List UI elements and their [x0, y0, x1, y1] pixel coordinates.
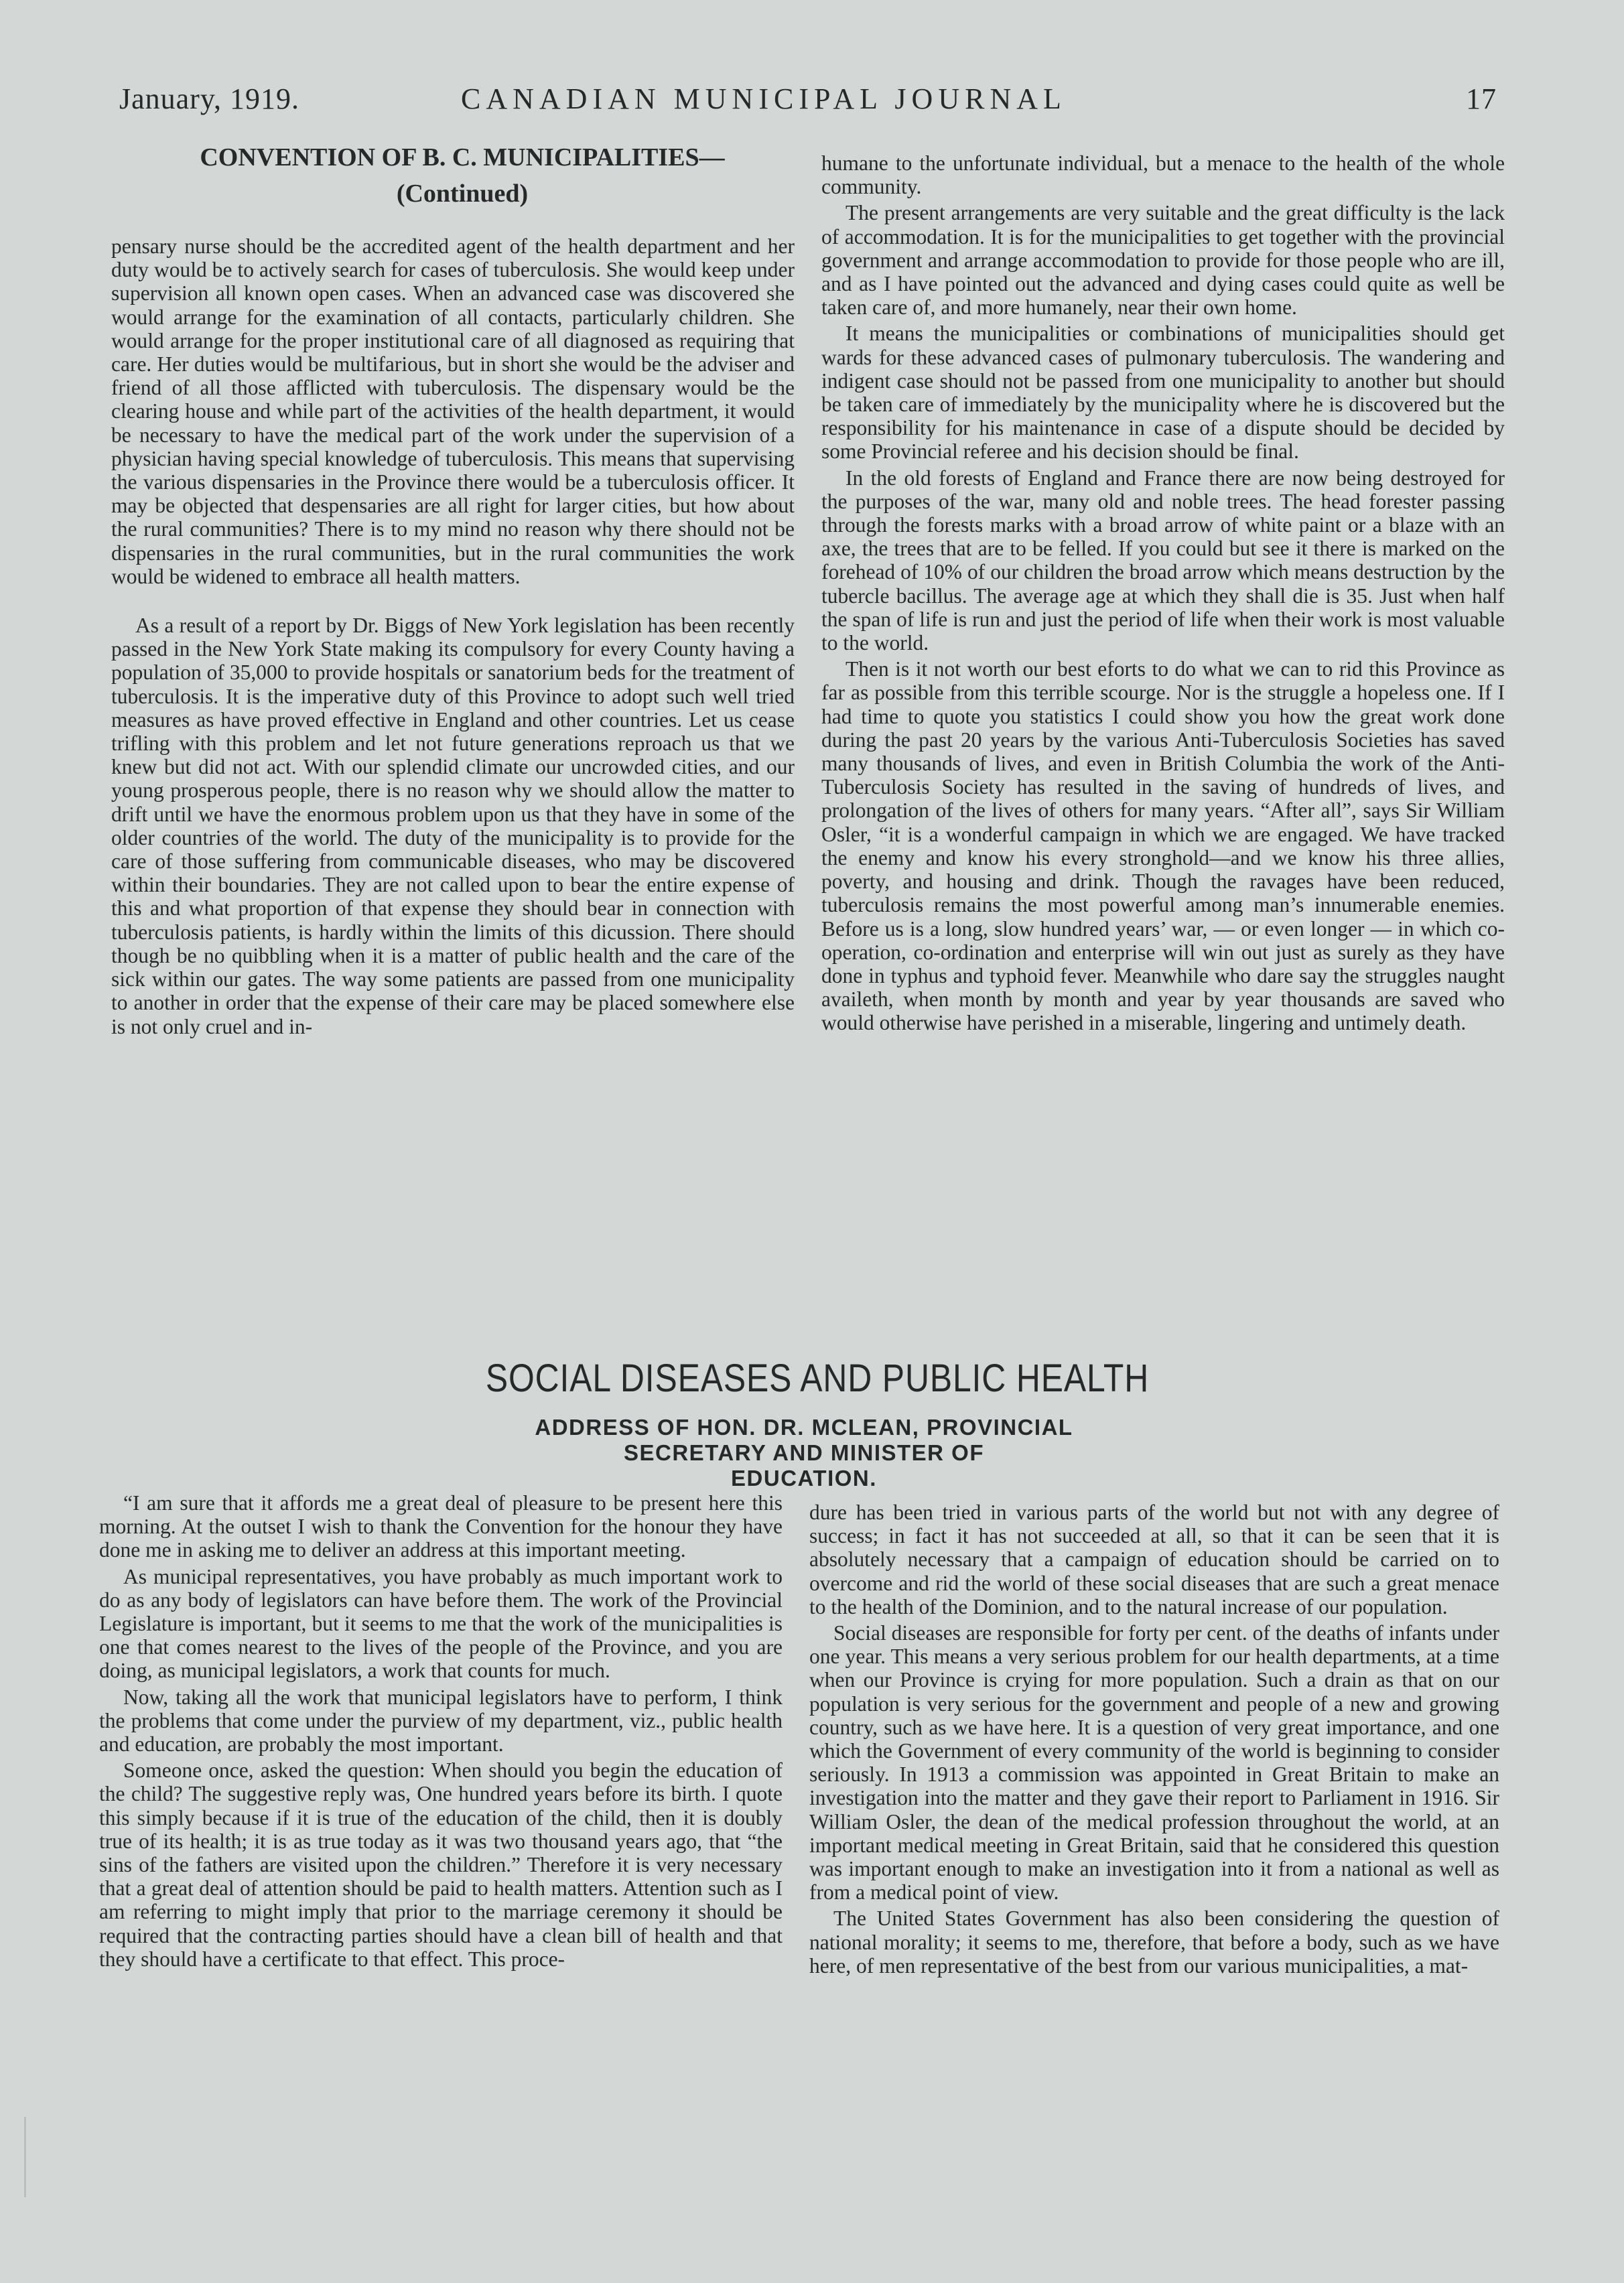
article2-column-1 [99, 1491, 783, 1971]
article1-column-2 [821, 151, 1505, 1035]
paragraph: Then is it not worth our best eforts to do what we can to rid this Province as far as possible from this terrible scourge. Nor is the struggle a hopeless one. If I had time to quote you statistics I could show you how the great work done during the past 20 years by the various Anti-Tuberculosis Societies has saved many thousands of lives, and even in British Columbia the work of the Anti-Tuberculosis Society has resulted in the saving of hundreds of lives, and prolongation of the lives of others for many years. “After all”, says Sir William Osler, “it is a wonderful campaign in which we are engaged. We have tracked the enemy and know his every stronghold—and we know his three allies, poverty, and housing and drink. Though the ravages have been reduced, tuberculosis remains the most powerful among man’s innumerable enemies. Before us is a long, slow hundred years’ war, — or even longer — in which co-operation, co-ordination and enterprise will win out just as surely as they have done in typhus and typhoid fever. Meanwhile who dare say the struggles naught availeth, when month by month and year by year thousands are saved who would otherwise have perished in a miserable, lingering and untimely death. [821, 657, 1505, 1035]
header-date: January, 1919. [119, 82, 299, 115]
article1-title: CONVENTION OF B. C. MUNICIPALITIES— [200, 143, 725, 171]
paragraph: pensary nurse should be the accredited agent of the health department and her duty would be to actively search for cases of tuberculosis. She would keep under supervision all known open cases. When an advanced case was discovered she would arrange for the examination of all contacts, particularly children. She would arrange for the proper institutional care of all diagnosed as requiring that care. Her duties would be multifarious, but in short she would be the adviser and friend of all those afflicted with tuberculosis. The dispensary would be the clearing house and while part of the activities of the health department, it would be necessary to have the medical part of the work under the supervision of a physician having special knowledge of tuberculosis. This means that supervising the various dispensaries in the Province there would be a tuberculosis officer. It may be objected that despensaries are all right for larger cities, but how about the rural communities? There is to my mind no reason why there should not be dispensaries in the rural communities, but in the rural communities the work would be widened to embrace all health matters. [111, 234, 795, 588]
paragraph: As municipal representatives, you have probably as much important work to do as any body of legislators can have before them. The work of the Provincial Legislature is important, but it seems to me that the work of the municipalities is one that comes nearest to the lives of the people of the Province, and you are doing, as municipal legislators, a work that counts for much. [99, 1564, 783, 1683]
paragraph: Now, taking all the work that municipal legislators have to perform, I think the problems that come under the purview of my department, viz., public health and education, are probably the most important. [99, 1685, 783, 1756]
header-journal-title: CANADIAN MUNICIPAL JOURNAL [461, 82, 1067, 115]
paragraph: In the old forests of England and France there are now being destroyed for the purposes of the war, many old and noble trees. The head forester passing through the forests marks with a broad arrow of white paint or a blaze with an axe, the trees that are to be felled. If you could but see it there is marked on the forehead of 10% of our children the broad arrow which means destruction by the tubercle bacillus. The average age at which they shall die is 35. Just when half the span of life is run and just the period of life when their work is most valuable to the world. [821, 466, 1505, 655]
paragraph: dure has been tried in various parts of the world but not with any degree of success; in fact it has not succeeded at all, so that it can be seen that it is absolutely necessary that a campaign of education should be carried on to overcome and rid the world of these social diseases that are such a great menace to the health of the Dominion, and to the natural increase of our population. [809, 1501, 1499, 1618]
article1-title-block [141, 139, 784, 212]
paragraph: The United States Government has also been considering the question of national morality; it seems to me, therefore, that before a body, such as we have here, of men representative of the best from our various municipalities, a mat- [809, 1907, 1499, 1978]
subtitle-line: EDUCATION. [731, 1466, 877, 1491]
article2-column-2 [809, 1501, 1499, 1978]
article1-continued: (Continued) [396, 180, 529, 208]
paragraph: Someone once, asked the question: When should you begin the education of the child? The suggestive reply was, One hundred years before its birth. I quote this simply because if it is true of the education of the child, then it is doubly true of its health; it is as true today as it was two thousand years ago, that “the sins of the fathers are visited upon the children.” Therefore it is very necessary that a great deal of attention should be paid to health matters. Attention such as I am referring to might imply that prior to the marriage ceremony it should be required that the contracting parties should have a clean bill of health and that they should have a certificate to that effect. This proce- [99, 1758, 783, 1971]
article1-column-1 [111, 234, 795, 1038]
article2-subtitle [469, 1415, 1139, 1491]
subtitle-line: SECRETARY AND MINISTER OF [623, 1440, 985, 1465]
paragraph: Social diseases are responsible for forty per cent. of the deaths of infants under one year. This means a very serious problem for our health departments, at a time when our Province is crying for more population. Such a drain as that on our population is very serious for the government and people of a new and growing country, such as we have here. It is a question of very great importance, and one which the Government of every community of the world is beginning to consider seriously. In 1913 a commission was appointed in Great Britain to make an investigation into the matter and they gave their report to Parliament in 1916. Sir William Osler, the dean of the medical profession throughout the world, at an important medical meeting in Great Britain, said that he considered this question was important enough to make an investigation into it from a national as well as from a medical point of view. [809, 1621, 1499, 1905]
paragraph: humane to the unfortunate individual, but a menace to the health of the whole community. [821, 151, 1505, 199]
paragraph: As a result of a report by Dr. Biggs of New York legislation has been recently passed in the New York State making its compulsory for every County having a population of 35,000 to provide hospitals or sanatorium beds for the treatment of tuberculosis. It is the imperative duty of this Province to adopt such well tried measures as have proved effective in England and other countries. Let us cease trifling with this problem and let not future generations reproach us that we knew but did not act. With our splendid climate our uncrowded cities, and our young prosperous people, there is no reason why we should allow the matter to drift until we have the enormous problem upon us that they have in some of the older countries of the world. The duty of the municipality is to provide for the care of those suffering from communicable diseases, who may be discovered within their boundaries. They are not called upon to bear the entire expense of this and what proportion of that expense they should bear in connection with tuberculosis patients, is hardly within the limits of this dicussion. There should though be no quibbling when it is a matter of public health and the care of the sick within our gates. The way some patients are passed from one municipality to another in order that the expense of their care may be placed somewhere else is not only cruel and in- [111, 614, 795, 1038]
page-margin-mark [24, 2117, 26, 2197]
subtitle-line: ADDRESS OF HON. DR. MCLEAN, PROVINCIAL [535, 1415, 1073, 1440]
paragraph: “I am sure that it affords me a great deal of pleasure to be present here this morning. At the outset I wish to thank the Convention for the honour they have done me in asking me to deliver an address at this important meeting. [99, 1491, 783, 1562]
paragraph: It means the municipalities or combinations of municipalities should get wards for these advanced cases of pulmonary tuberculosis. The wandering and indigent case should not be passed from one municipality to another but should be taken care of immediately by the municipality where he is discovered but the responsibility for his maintenance in case of a dispute should be decided by some Provincial referee and his decision should be final. [821, 322, 1505, 464]
article2-title: SOCIAL DISEASES AND PUBLIC HEALTH [485, 1357, 1150, 1400]
paragraph: The present arrangements are very suitable and the great difficulty is the lack of accommodation. It is for the municipalities to get together with the provincial government and arrange accommodation to provide for those people who are ill, and as I have pointed out the advanced and dying cases could quite as well be taken care of, and more humanely, near their own home. [821, 201, 1505, 320]
page-number: 17 [1466, 82, 1497, 115]
